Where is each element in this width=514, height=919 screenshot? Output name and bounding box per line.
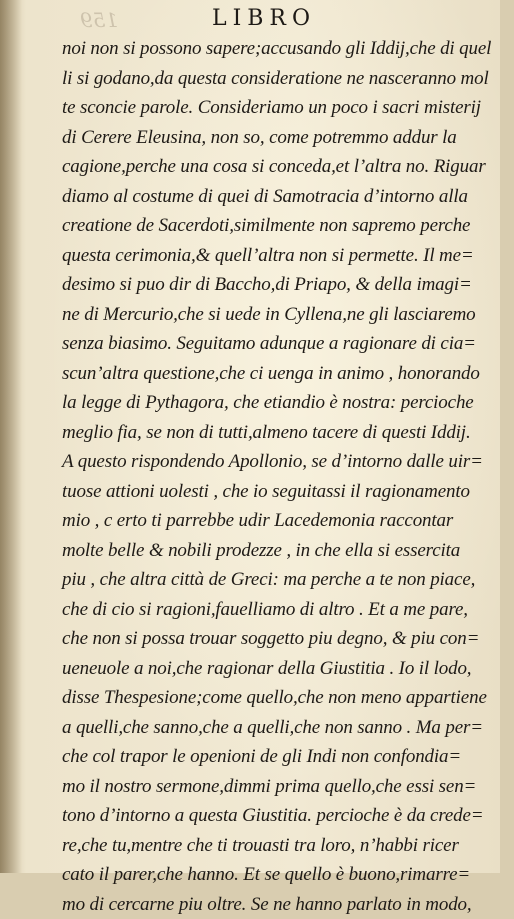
text-line: che di cio si ragioni,fauelliamo di altro . Et a me pare, (62, 595, 494, 625)
text-line: senza biasimo. Seguitamo adunque a ragionare di cia= (62, 329, 494, 359)
text-line: meglio fia, se non di tutti,almeno tacere di questi Iddij. (62, 418, 494, 448)
text-line: molte belle & nobili prodezze , in che ella si essercita (62, 536, 494, 566)
text-line: che non si possa trouar soggetto piu degno, & piu con= (62, 624, 494, 654)
text-line: ne di Mercurio,che si uede in Cyllena,ne gli lasciaremo (62, 300, 494, 330)
text-line: A questo rispondendo Apollonio, se d’intorno dalle uir= (62, 447, 494, 477)
text-line: li si godano,da questa consideratione ne nasceranno mol (62, 64, 494, 94)
bleed-through-page-number: 159 (80, 8, 118, 32)
text-line: questa cerimonia,& quell’altra non si permette. Il me= (62, 241, 494, 271)
text-line: noi non si possono sapere;accusando gli Iddij,che di quel (62, 34, 494, 64)
text-line: desimo si puo dir di Baccho,di Priapo, & della imagi= (62, 270, 494, 300)
text-line: mio , c erto ti parrebbe udir Lacedemonia raccontar (62, 506, 494, 536)
text-line: scun’altra questione,che ci uenga in animo , honorando (62, 359, 494, 389)
text-line: a quelli,che sanno,che a quelli,che non sanno . Ma per= (62, 713, 494, 743)
text-line: ueneuole a noi,che ragionar della Giustitia . Io il lodo, (62, 654, 494, 684)
text-line: mo il nostro sermone,dimmi prima quello,che essi sen= (62, 772, 494, 802)
text-line: mo di cercarne piu oltre. Se ne hanno parlato in modo, (62, 890, 494, 919)
text-line: creatione de Sacerdoti,similmente non sapremo perche (62, 211, 494, 241)
text-line: diamo al costume di quei di Samotracia d’intorno alla (62, 182, 494, 212)
text-line: te sconcie parole. Consideriamo un poco i sacri misterij (62, 93, 494, 123)
text-line: di Cerere Eleusina, non so, come potremmo addur la (62, 123, 494, 153)
text-line: tono d’intorno a questa Giustitia. percioche è da crede= (62, 801, 494, 831)
gutter-shadow (0, 0, 22, 873)
text-line: piu , che altra città de Greci: ma perche a te non piace, (62, 565, 494, 595)
text-line: cagione,perche una cosa si conceda,et l’altra no. Riguar (62, 152, 494, 182)
running-head: LIBRO (14, 6, 514, 31)
text-line: che col trapor le openioni de gli Indi non confondia= (62, 742, 494, 772)
text-line: la legge di Pythagora, che etiandio è nostra: percioche (62, 388, 494, 418)
text-block (62, 34, 494, 919)
text-line: disse Thespesione;come quello,che non meno appartiene (62, 683, 494, 713)
text-line: re,che tu,mentre che ti trouasti tra loro, n’habbi ricer (62, 831, 494, 861)
text-line: cato il parer,che hanno. Et se quello è buono,rimarre= (62, 860, 494, 890)
text-line: tuose attioni uolesti , che io seguitassi il ragionamento (62, 477, 494, 507)
